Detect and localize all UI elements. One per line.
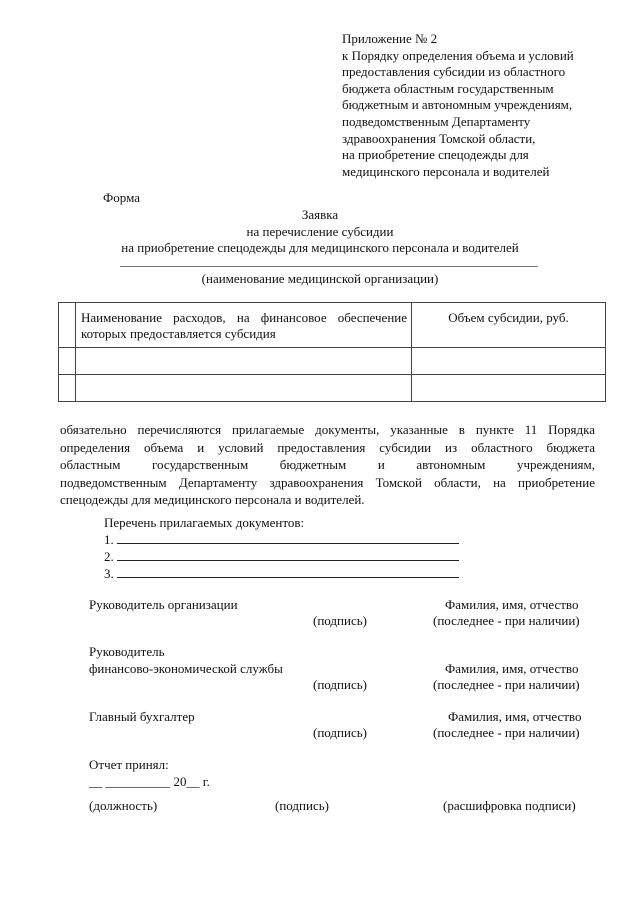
form-label: Форма: [103, 190, 140, 205]
fio-label: Фамилия, имя, отчество: [445, 661, 579, 676]
attachment-number: 3.: [104, 566, 114, 581]
chief-accountant-label: Главный бухгалтер: [89, 709, 195, 724]
table-cell[interactable]: [412, 375, 606, 402]
annex-line: на приобретение спецодежды для: [342, 147, 529, 163]
annex-line: подведомственным Департаменту: [342, 113, 531, 129]
position-caption: (должность): [89, 798, 158, 813]
report-date[interactable]: __ __________ 20__ г.: [89, 774, 210, 789]
annex-line: медицинского персонала и водителей: [342, 163, 550, 179]
signature-caption: (подпись): [313, 613, 367, 628]
attachment-number: 1.: [104, 532, 114, 547]
annex-block: [342, 31, 612, 180]
head-fin-label-line1: Руководитель: [89, 644, 165, 659]
table-cell[interactable]: [412, 348, 606, 375]
title-line-3: на приобретение спецодежды для медицинского персонала и водителей: [121, 240, 519, 255]
table-cell[interactable]: [59, 348, 76, 375]
fio-label: Фамилия, имя, отчество: [445, 597, 579, 612]
attachment-item: [104, 548, 459, 565]
annex-line: бюджета областным государственным: [342, 80, 554, 96]
attachment-item: [104, 531, 459, 548]
attachment-item: [104, 565, 459, 582]
table-row: [59, 348, 606, 375]
paragraph-line: обязательно перечисляются прилагаемые документы, указанные в пункте 11 Порядка: [60, 422, 595, 437]
patronymic-note: (последнее - при наличии): [433, 725, 580, 740]
annex-line: предоставления субсидии из областного: [342, 64, 566, 80]
patronymic-note: (последнее - при наличии): [433, 677, 580, 692]
expense-table: [58, 302, 606, 402]
table-cell[interactable]: [76, 375, 412, 402]
attachment-blank-line[interactable]: [117, 548, 459, 561]
attachment-paragraph: [60, 421, 595, 509]
annex-line: бюджетным и автономным учреждениям,: [342, 97, 573, 113]
attachment-blank-line[interactable]: [117, 565, 459, 578]
org-name-line[interactable]: [120, 266, 538, 267]
table-cell[interactable]: [59, 375, 76, 402]
signature-caption: (подпись): [313, 725, 367, 740]
table-row: [59, 375, 606, 402]
annex-line: к Порядку определения объема и условий: [342, 47, 574, 63]
decoding-caption: (расшифровка подписи): [443, 798, 576, 813]
report-accepted-label: Отчет принял:: [89, 757, 169, 772]
fio-label: Фамилия, имя, отчество: [448, 709, 582, 724]
paragraph-line: определения объема и условий предоставления субсидии из областного бюджета: [60, 439, 595, 455]
title-line-1: Заявка: [301, 207, 339, 222]
patronymic-note: (последнее - при наличии): [433, 613, 580, 628]
title-line-2: на перечисление субсидии: [246, 224, 394, 239]
attachment-blank-line[interactable]: [117, 531, 459, 544]
column-header-amount: Объем субсидии, руб.: [412, 303, 606, 348]
column-header-expenses: Наименование расходов, на финансовое обеспечение которых предоставляется субсидия: [76, 303, 412, 348]
paragraph-line: спецодежды для медицинского персонала и водителей.: [60, 492, 365, 507]
paragraph-line: областным государственным бюджетным и автономным учреждениям,: [60, 457, 595, 472]
org-caption: (наименование медицинской организации): [201, 271, 439, 286]
report-signature-caption: (подпись): [275, 798, 329, 813]
head-org-label: Руководитель организации: [89, 597, 238, 612]
signature-caption: (подпись): [313, 677, 367, 692]
annex-line: Приложение № 2: [342, 31, 438, 46]
table-cell[interactable]: [76, 348, 412, 375]
annex-line: здравоохранения Томской области,: [342, 130, 536, 146]
attachments-heading: Перечень прилагаемых документов:: [104, 515, 305, 530]
table-header-row: [59, 303, 606, 348]
paragraph-line: подведомственным Департаменту здравоохранения Томской области, на приобретение: [60, 474, 595, 490]
table-cell: [59, 303, 76, 348]
attachment-number: 2.: [104, 549, 114, 564]
head-fin-label-line2: финансово-экономической службы: [89, 661, 283, 676]
